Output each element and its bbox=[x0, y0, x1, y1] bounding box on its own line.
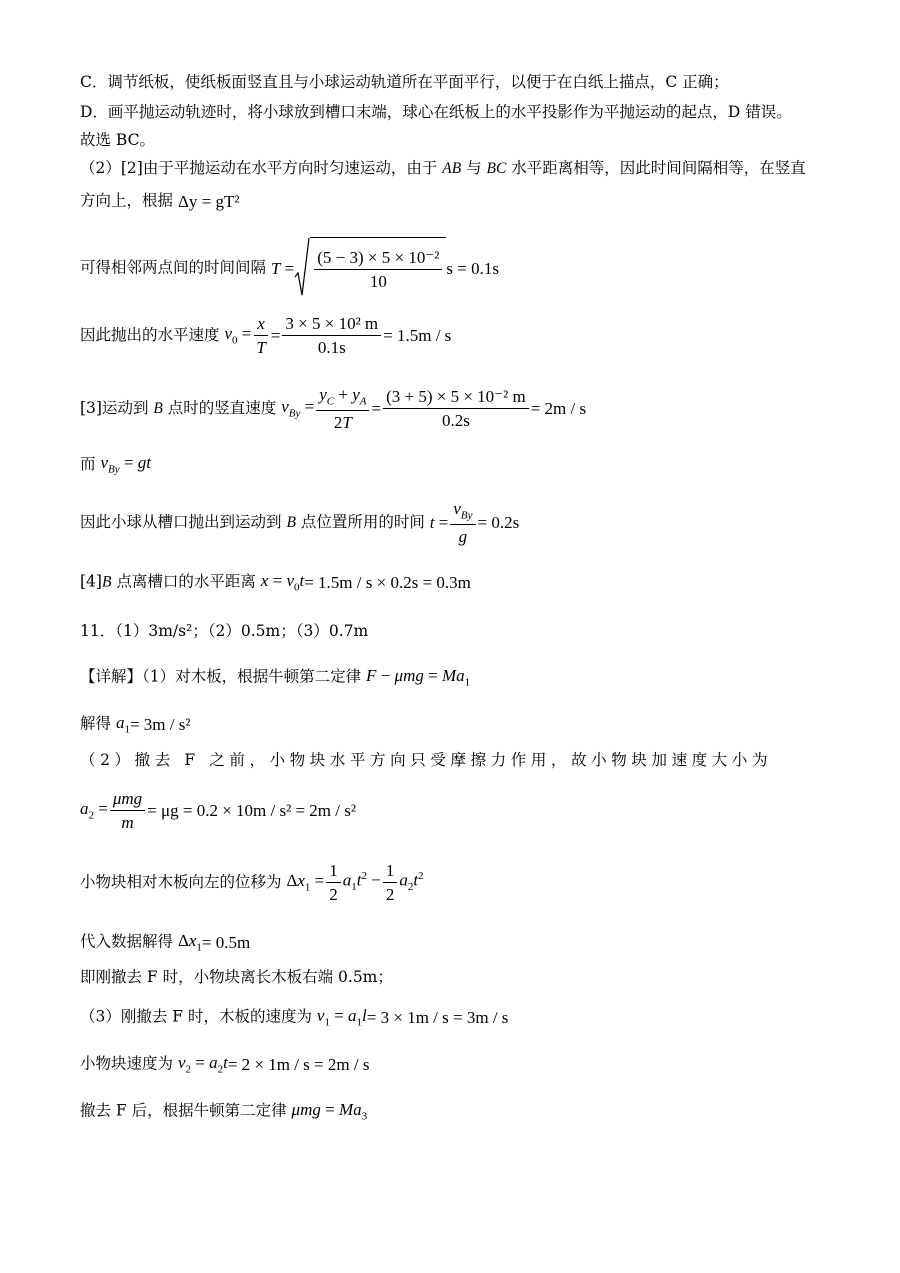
option-c-text: C．调节纸板，使纸板面竖直且与小球运动轨道所在平面平行，以便于在白纸上描点，C 正确； bbox=[80, 73, 729, 91]
sqrt-symbol: $\frac{\text{(5 − 3) × 5 × 10⁻²}}{10}$ bbox=[294, 237, 446, 299]
after-removal-line: 撤去 F 后，根据牛顿第二定律 $\mu mg = Ma_3$ bbox=[80, 1100, 368, 1123]
vby-gt-line: 而 $v_{By}$ = gt bbox=[80, 453, 151, 476]
detail-line: 【详解】（1）对木板，根据牛顿第二定律 $F - \mu mg = Ma_1$ bbox=[80, 666, 471, 689]
part2-intro: （2）[2]由于平抛运动在水平方向时匀速运动，由于 AB 与 BC 水平距离相等，因此时间间隔相等，在竖直 bbox=[80, 159, 806, 177]
time-interval-line: 可得相邻两点间的时间间隔 T = $\frac{\text{(5 − 3) × 5 × 10⁻²}}{10}$ s = 0.1s bbox=[80, 237, 499, 299]
v0-line: 因此抛出的水平速度 $v_0$ = $\frac{x}{T}$ = $\frac{\text{3 × 5 × 10² m}}{0.1s}$ = 1.5m / s bbox=[80, 314, 452, 357]
distance-line: [4]B 点离槽口的水平距离 $x = v_0t= 1.5m / s \times 0.2s = 0.3m$ bbox=[80, 571, 471, 594]
block-speed-line: 小物块速度为 $v_2 = a_2t= 2 \times 1m / s = 2m / s$ bbox=[80, 1053, 370, 1076]
option-d-text: D．画平抛运动轨迹时，将小球放到槽口末端，球心在纸板上的水平投影作为平抛运动的起点，D 错误。 bbox=[80, 103, 792, 121]
dy-formula: Δy = gT² bbox=[177, 192, 240, 211]
board-speed-line: （3）刚撤去 F 时，木板的速度为 $v_1 = a_1l= 3 \times 1m / s = 3m / s$ bbox=[80, 1006, 509, 1029]
question-11-answers: 11．（1）3m/s²；（2）0.5m；（3）0.7m bbox=[80, 622, 369, 640]
part2-dy-line: 方向上，根据 Δy = gT² bbox=[80, 191, 240, 211]
vby-line: [3]运动到 B 点时的竖直速度 $v_{By}$ = $\frac{y_C + y_A}{2T}$ = $\frac{\text{(3 + 5) × 5 × 10⁻² m}}{0.2s}$ = 2m / s bbox=[80, 385, 587, 433]
a1-line: 解得 $a_1= 3m / s^2$ bbox=[80, 713, 191, 736]
answer-choice: 故选 BC。 bbox=[80, 131, 155, 149]
dx-result-line: 代入数据解得 $\Delta x_1= 0.5m$ bbox=[80, 931, 251, 954]
immediate-text: 即刚撤去 F 时，小物块离长木板右端 0.5m； bbox=[80, 968, 393, 986]
part2-force-text: （2）撤去 F 之前，小物块水平方向只受摩擦力作用，故小物块加速度大小为 bbox=[80, 751, 773, 769]
displacement-line: 小物块相对木板向左的位移为 $\Delta x_1$ = $\frac{1}{2}$ $a_1t^2$ − $\frac{1}{2}$ $a_2t^2$ bbox=[80, 861, 424, 904]
a2-line: $a_2$ = $\frac{\text{μmg}}{m}$ = μg = 0.2 × 10m / s² = 2m / s² bbox=[80, 789, 356, 832]
time-line: 因此小球从槽口抛出到运动到 B 点位置所用的时间 t = $\frac{v_{By}}{g}$ = 0.2s bbox=[80, 499, 520, 547]
